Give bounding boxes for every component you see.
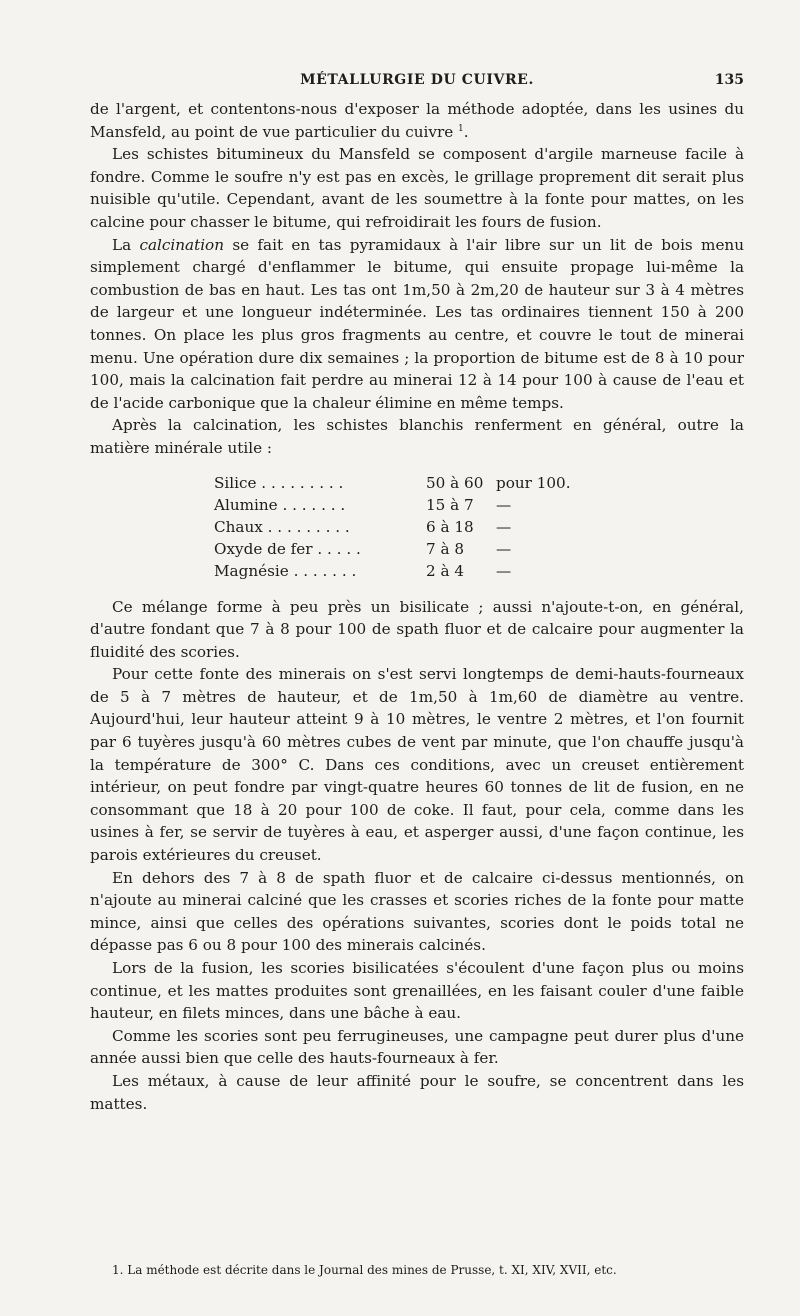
running-title: MÉTALLURGIE DU CUIVRE. — [300, 72, 534, 88]
footnote: 1. La méthode est décrite dans le Journal des mines de Prusse, t. XI, XIV, XVII, etc. — [112, 1263, 617, 1277]
mineral-range: 6 à 18 — [426, 517, 474, 536]
mineral-range: 50 à 60 — [426, 473, 484, 492]
page-header — [90, 72, 744, 94]
body-text — [90, 98, 744, 1115]
paragraph-6: Pour cette fonte des minerais on s'est servi longtemps de demi-hauts-fourneaux de 5 à 7 mètres de hauteur, et de 1m,50 à 1m,60 de diamètre au ventre. Aujourd'hui, leur hauteur atteint 9 à 10 mètres, le ventre 2 mètres, et l'on fournit par 6 tuyères jusqu'à 60 mètres cubes de vent par minute, que l'on chauffe jusqu'à la température de 300° C. Dans ces conditions, avec un creuset entièrement intérieur, on peut fondre par vingt-quatre heures 60 tonnes de lit de fusion, en ne consommant que 18 à 20 pour 100 de coke. Il faut, pour cela, comme dans les usines à fer, se servir de tuyères à eau, et asperger aussi, d'une façon continue, les parois extérieures du creuset. — [90, 665, 744, 865]
composition-row — [90, 516, 744, 538]
mineral-unit: — — [496, 495, 512, 514]
mineral-range: 15 à 7 — [426, 495, 474, 514]
paragraph-4: Après la calcination, les schistes blanchis renferment en général, outre la matière minérale utile : — [90, 416, 744, 457]
composition-table — [90, 472, 744, 582]
paragraph-5: Ce mélange forme à peu près un bisilicate ; aussi n'ajoute-t-on, en général, d'autre fondant que 7 à 8 pour 100 de spath fluor et de calcaire pour augmenter la fluidité des scories. — [90, 597, 744, 661]
mineral-range: 7 à 8 — [426, 539, 465, 558]
paragraph-1: de l'argent, et contentons-nous d'exposer la méthode adoptée, dans les usines du Mansfeld, au point de vue particulier du cuivre $^1$. — [90, 100, 744, 141]
mineral-name: Magnésie . . . . . . . — [214, 561, 357, 580]
mineral-unit: — — [496, 561, 512, 580]
paragraph-3-lead: La — [112, 235, 132, 254]
paragraph-3-text: se fait en tas pyramidaux à l'air libre sur un lit de bois menu simplement chargé d'enflammer le bitume, qui ensuite propage lui-même la combustion de bas en haut. Les tas ont 1m,50 à 2m,20 de hauteur sur 3 à 4 mètres de largeur et une longueur indéterminée. Les tas ordinaires tiennent 150 à 200 tonnes. On place les plus gros fragments au centre, et couvre le tout de minerai menu. Une opération dure dix semaines ; la proportion de bitume est de 8 à 10 pour 100, mais la calcination fait perdre au minerai 12 à 14 pour 100 à cause de l'eau et de l'acide carbonique que la chaleur élimine en même temps. — [90, 235, 744, 412]
mineral-range: 2 à 4 — [426, 561, 465, 580]
paragraph-8: Lors de la fusion, les scories bisilicatées s'écoulent d'une façon plus ou moins continue, et les mattes produites sont grenaillées, en les faisant couler d'une faible hauteur, en filets minces, dans une bâche à eau. — [90, 959, 744, 1023]
mineral-name: Chaux . . . . . . . . . — [214, 517, 350, 536]
paragraph-10: Les métaux, à cause de leur affinité pour le soufre, se concentrent dans les mattes. — [90, 1071, 744, 1113]
paragraph-7: En dehors des 7 à 8 de spath fluor et de calcaire ci-dessus mentionnés, on n'ajoute au minerai calciné que les crasses et scories riches de la fonte pour matte mince, ainsi que celles des opérations suivantes, scories dont le poids total ne dépasse pas 6 ou 8 pour 100 des minerais calcinés. — [90, 868, 744, 955]
calcination-term: calcination — [139, 235, 224, 254]
mineral-unit: — — [496, 539, 512, 558]
paragraph-9: Comme les scories sont peu ferrugineuses, une campagne peut durer plus d'une année aussi bien que celle des hauts-fourneaux à fer. — [90, 1026, 744, 1068]
mineral-name: Alumine . . . . . . . — [214, 495, 346, 514]
paragraph-1-text: de l'argent, et contentons-nous d'exposer la méthode adoptée, dans les usines du Mansfeld, au point de vue particulier du cuivre — [90, 100, 744, 141]
composition-row — [90, 538, 744, 560]
mineral-name: Oxyde de fer . . . . . — [214, 539, 361, 558]
mineral-unit: pour 100. — [496, 473, 571, 492]
mineral-unit: — — [496, 517, 512, 536]
composition-row — [90, 472, 744, 494]
mineral-name: Silice . . . . . . . . . — [214, 473, 344, 492]
paragraph-3 — [90, 234, 744, 415]
composition-row — [90, 560, 744, 582]
page-number: 135 — [714, 72, 744, 88]
composition-row — [90, 494, 744, 516]
footnote-ref: 1 — [458, 123, 464, 134]
paragraph-2: Les schistes bitumineux du Mansfeld se composent d'argile marneuse facile à fondre. Comme le soufre n'y est pas en excès, le grillage proprement dit serait plus nuisible qu'utile. Cependant, avant de les soumettre à la fonte pour mattes, on les calcine pour chasser le bitume, qui refroidirait les fours de fusion. — [90, 145, 744, 231]
